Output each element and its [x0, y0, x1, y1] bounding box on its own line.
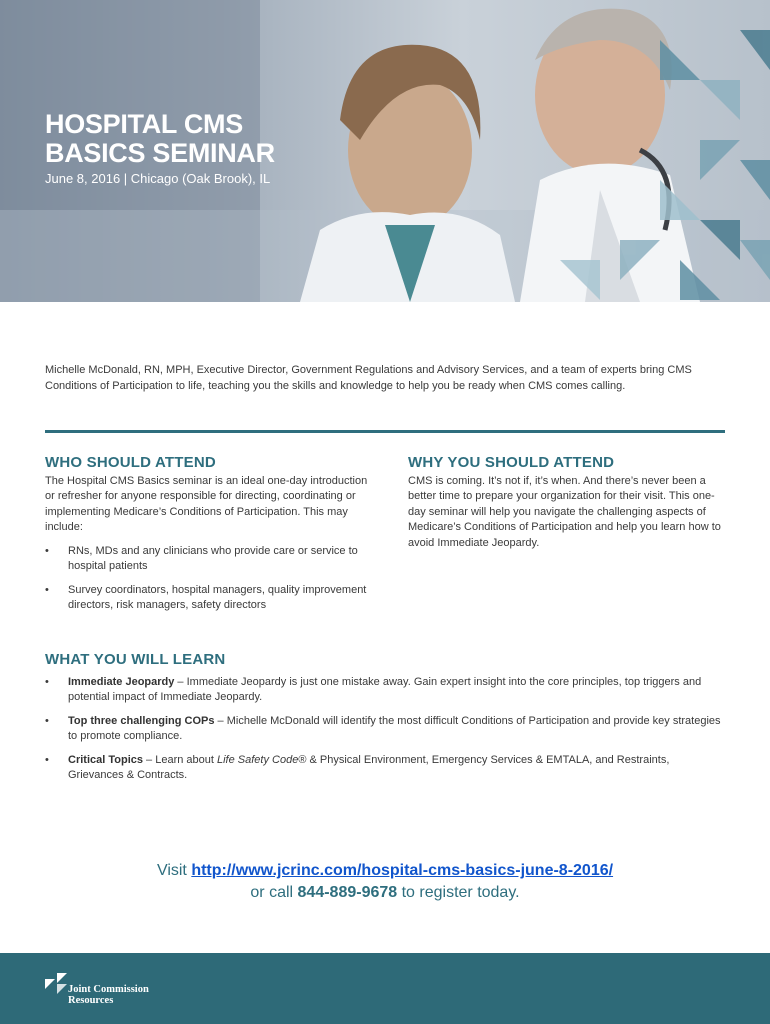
what-you-will-learn-section: [45, 652, 725, 792]
bullet-icon: •: [45, 753, 49, 766]
bullet-icon: •: [45, 583, 49, 596]
why-should-attend-section: [408, 455, 723, 551]
cta-call-line: [0, 882, 770, 904]
learn-item-emphasis: Life Safety Code: [217, 753, 299, 766]
event-date-location: June 8, 2016 | Chicago (Oak Brook), IL: [45, 171, 271, 186]
list-item: [45, 675, 725, 706]
learn-item-text: – Immediate Jeopardy is just one mistake away. Gain expert insight into the core principles, top triggers and potential impact of Immediate Jeopardy.: [68, 675, 702, 703]
call-to-action: [0, 860, 770, 904]
logo-line-1: Joint Commission: [68, 984, 149, 995]
phone-number[interactable]: 844-889-9678: [297, 884, 398, 901]
why-heading: WHY YOU SHOULD ATTEND: [408, 454, 615, 471]
bullet-icon: •: [45, 714, 49, 727]
learn-item-text: – Michelle McDonald will identify the most difficult Conditions of Participation and provide key strategies to promote compliance.: [68, 714, 721, 742]
bullet-icon: •: [45, 544, 49, 557]
title-line-2: BASICS SEMINAR: [45, 138, 275, 168]
learn-heading: WHAT YOU WILL LEARN: [45, 651, 226, 668]
title-line-1: HOSPITAL CMS: [45, 109, 243, 139]
list-item: [45, 714, 725, 745]
cta-visit-label: Visit: [156, 862, 192, 879]
cta-visit-line: [0, 860, 770, 882]
list-item: [45, 583, 375, 614]
learn-item-text: – Learn about: [142, 753, 217, 766]
section-divider: [45, 430, 725, 433]
learn-item-title: Top three challenging COPs: [68, 714, 215, 727]
who-heading: WHO SHOULD ATTEND: [45, 454, 216, 471]
jcr-logo-text: [68, 984, 149, 1006]
who-bullet-list: [45, 544, 375, 614]
list-item: [45, 753, 725, 784]
why-body: CMS is coming. It’s not if, it’s when. And there’s never been a better time to prepare your organization for their visit. This one-day seminar will help you navigate the challenging aspects of Medicare’s Conditions of Participation and help you learn how to avoid Immediate Jeopardy.: [408, 474, 721, 549]
cta-call-label: or call: [250, 884, 298, 901]
cta-register-label: to register today.: [397, 884, 520, 901]
learn-bullet-list: [45, 675, 725, 784]
logo-line-2: Resources: [68, 995, 114, 1006]
learn-item-title: Immediate Jeopardy: [68, 675, 175, 688]
list-item-text: RNs, MDs and any clinicians who provide care or service to hospital patients: [68, 544, 358, 572]
intro-paragraph: Michelle McDonald, RN, MPH, Executive Director, Government Regulations and Advisory Services, and a team of experts bring CMS Conditions of Participation to life, teaching you the skills and knowledge to help you be ready when CMS comes calling.: [45, 364, 692, 392]
who-should-attend-section: [45, 455, 375, 622]
list-item-text: Survey coordinators, hospital managers, quality improvement directors, risk managers, safety directors: [68, 583, 367, 611]
page-title: [45, 110, 275, 168]
learn-item-text: ® & Physical Environment, Emergency Services & EMTALA, and Restraints, Grievances & Contracts.: [68, 753, 670, 781]
jcr-logo-icon: [45, 973, 69, 995]
list-item: [45, 544, 375, 575]
registration-link[interactable]: http://www.jcrinc.com/hospital-cms-basics-june-8-2016/: [191, 862, 614, 879]
hero-banner: [0, 0, 770, 302]
who-body: The Hospital CMS Basics seminar is an ideal one-day introduction or refresher for anyone responsible for directing, coordinating or implementing Medicare’s Conditions of Participation. This may include:: [45, 474, 368, 533]
learn-item-title: Critical Topics: [68, 753, 143, 766]
bullet-icon: •: [45, 675, 49, 688]
footer-bar: [0, 953, 770, 1024]
